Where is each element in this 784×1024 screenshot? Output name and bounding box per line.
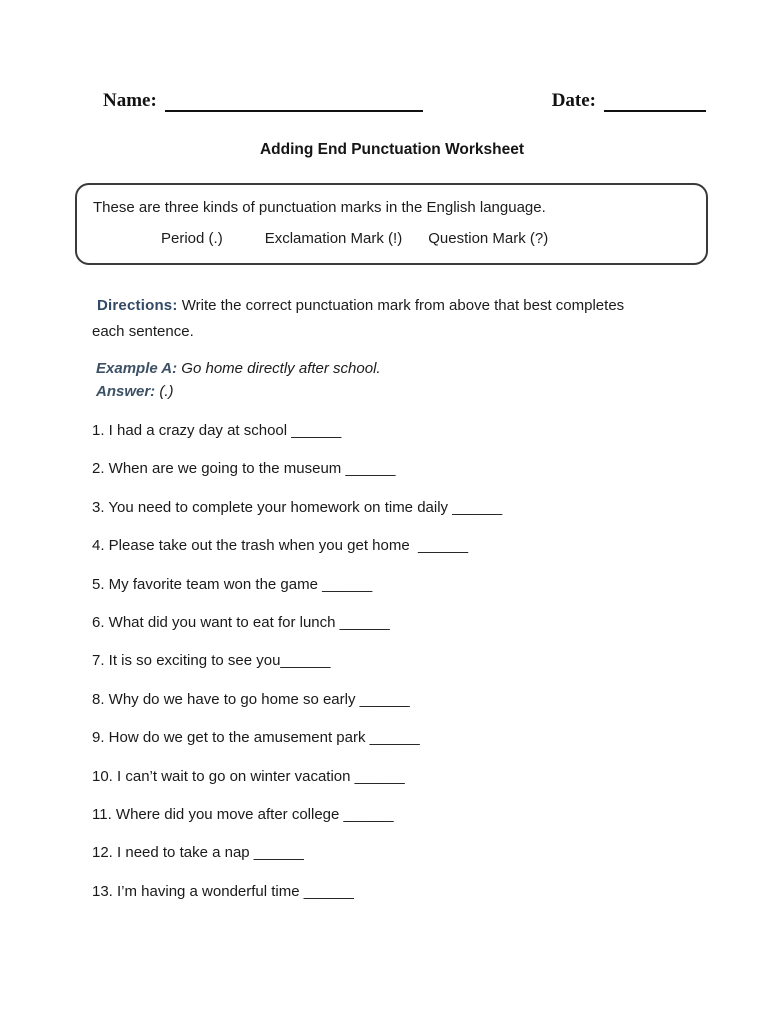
sentence-item-3: 3. You need to complete your homework on time daily ______ [92,498,503,516]
mark-exclamation: Exclamation Mark (!) [264,230,403,247]
page-title: Adding End Punctuation Worksheet [259,141,525,158]
sentence-item-13: 13. I’m having a wonderful time ______ [92,882,354,900]
example-line [96,357,381,380]
mark-question: Question Mark (?) [428,230,549,247]
example-block [96,357,381,403]
name-field [103,90,423,112]
info-intro-text: These are three kinds of punctuation marks in the English language. [93,199,546,216]
date-blank-line [604,90,706,112]
sentence-item-10: 10. I can’t wait to go on winter vacation ______ [92,767,405,785]
mark-period: Period (.) [161,230,223,247]
example-label: Example A: [96,360,178,377]
sentence-item-8: 8. Why do we have to go home so early ______ [92,690,410,708]
punctuation-marks-row [161,230,706,247]
date-field [552,90,706,112]
sentence-item-9: 9. How do we get to the amusement park ______ [92,729,420,747]
sentence-item-2: 2. When are we going to the museum ______ [92,460,396,478]
example-sentence: Go home directly after school. [177,360,381,377]
sentence-item-12: 12. I need to take a nap ______ [92,844,304,862]
answer-value: (.) [155,383,174,400]
sentence-item-6: 6. What did you want to eat for lunch ______ [92,613,390,631]
sentence-items-list [92,421,724,920]
directions-text: Write the correct punctuation mark from above that best completes each sentence. [92,297,625,340]
sentence-item-5: 5. My favorite team won the game ______ [92,575,373,593]
answer-line [96,380,381,403]
directions-label: Directions: [97,297,178,314]
sentence-item-4: 4. Please take out the trash when you get home ______ [92,537,469,555]
sentence-item-7: 7. It is so exciting to see you______ [92,652,331,670]
date-label: Date: [551,90,596,111]
name-label: Name: [103,90,157,111]
sentence-item-1: 1. I had a crazy day at school ______ [92,422,342,439]
name-blank-line [165,90,423,112]
sentence-item-11: 11. Where did you move after college ______ [92,805,394,823]
header-row [103,90,706,112]
directions-paragraph [92,293,627,345]
answer-label: Answer: [96,383,156,400]
punctuation-info-box [75,183,708,265]
